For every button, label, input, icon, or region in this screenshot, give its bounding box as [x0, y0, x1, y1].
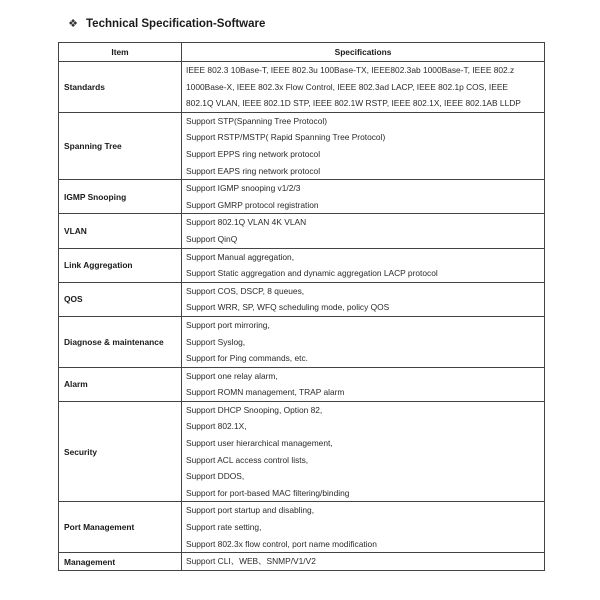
- table-row: [59, 553, 545, 571]
- section-heading: [66, 17, 265, 30]
- spec-line: Support rate setting,: [186, 522, 262, 533]
- row-specifications: [182, 62, 545, 113]
- row-item-label: Alarm: [59, 367, 182, 401]
- column-header-specifications: Specifications: [182, 43, 545, 62]
- row-specifications: [182, 214, 545, 248]
- spec-line: Support for Ping commands, etc.: [186, 353, 308, 364]
- row-specifications: [182, 401, 545, 502]
- spec-line: Support port mirroring,: [186, 319, 270, 330]
- row-item-label: VLAN: [59, 214, 182, 248]
- spec-line: IEEE 802.3 10Base-T, IEEE 802.3u 100Base-TX, IEEE802.3ab 1000Base-T, IEEE 802.z: [186, 65, 515, 75]
- table-row: [59, 180, 545, 214]
- spec-line: Support 802.1X,: [186, 421, 247, 432]
- table-row: [59, 112, 545, 179]
- spec-line: Support 802.3x flow control, port name modification: [186, 538, 377, 549]
- spec-table: [58, 42, 545, 571]
- row-specifications: [182, 316, 545, 367]
- spec-line: Support WRR, SP, WFQ scheduling mode, policy QOS: [186, 302, 390, 313]
- spec-line: Support DHCP Snooping, Option 82,: [186, 404, 323, 415]
- row-specifications: [182, 248, 545, 282]
- row-item-label: Spanning Tree: [59, 112, 182, 179]
- table-row: [59, 248, 545, 282]
- row-item-label: Link Aggregation: [59, 248, 182, 282]
- row-specifications: [182, 112, 545, 179]
- spec-line: Support EAPS ring network protocol: [186, 165, 321, 176]
- spec-line: 1000Base-X, IEEE 802.3x Flow Control, IEEE 802.3ad LACP, IEEE 802.1p COS, IEEE: [186, 81, 508, 92]
- spec-line: Support Syslog,: [186, 336, 246, 347]
- row-specifications: [182, 553, 545, 571]
- row-item-label: Security: [59, 401, 182, 502]
- table-row: [59, 62, 545, 113]
- table-row: [59, 401, 545, 502]
- spec-line: Support STP(Spanning Tree Protocol): [186, 115, 328, 126]
- spec-line: Support 802.1Q VLAN 4K VLAN: [186, 217, 307, 228]
- row-specifications: [182, 282, 545, 316]
- row-specifications: [182, 502, 545, 553]
- row-item-label: Standards: [59, 62, 182, 113]
- spec-line: Support Static aggregation and dynamic aggregation LACP protocol: [186, 268, 438, 279]
- spec-line: Support RSTP/MSTP( Rapid Spanning Tree Protocol): [186, 132, 386, 143]
- row-item-label: Management: [59, 553, 182, 571]
- spec-line: Support QinQ: [186, 233, 238, 244]
- table-row: [59, 502, 545, 553]
- row-specifications: [182, 180, 545, 214]
- spec-line: Support port startup and disabling,: [186, 505, 315, 516]
- spec-line: Support CLI、WEB、SNMP/V1/V2: [186, 556, 316, 567]
- row-item-label: Diagnose & maintenance: [59, 316, 182, 367]
- section-title: Technical Specification-Software: [86, 17, 266, 30]
- spec-line: Support EPPS ring network protocol: [186, 148, 321, 159]
- spec-line: Support user hierarchical management,: [186, 438, 333, 449]
- spec-line: Support ROMN management, TRAP alarm: [186, 387, 345, 398]
- row-item-label: Port Management: [59, 502, 182, 553]
- diamond-cluster-icon: ❖: [68, 18, 78, 30]
- spec-line: Support Manual aggregation,: [186, 251, 295, 262]
- spec-line: Support GMRP protocol registration: [186, 199, 319, 210]
- row-specifications: [182, 367, 545, 401]
- column-header-item: Item: [59, 43, 182, 62]
- row-item-label: IGMP Snooping: [59, 180, 182, 214]
- row-item-label: QOS: [59, 282, 182, 316]
- spec-line: 802.1Q VLAN, IEEE 802.1D STP, IEEE 802.1W RSTP, IEEE 802.1X, IEEE 802.1AB LLDP: [186, 98, 521, 109]
- table-row: [59, 316, 545, 367]
- spec-line: Support DDOS,: [186, 471, 245, 482]
- table-header-row: [59, 43, 545, 62]
- spec-line: Support ACL access control lists,: [186, 454, 309, 465]
- table-row: [59, 367, 545, 401]
- spec-line: Support for port-based MAC filtering/binding: [186, 487, 350, 498]
- spec-line: Support COS, DSCP, 8 queues,: [186, 285, 305, 296]
- table-row: [59, 214, 545, 248]
- spec-line: Support IGMP snooping v1/2/3: [186, 183, 301, 194]
- spec-line: Support one relay alarm,: [186, 370, 278, 381]
- table-row: [59, 282, 545, 316]
